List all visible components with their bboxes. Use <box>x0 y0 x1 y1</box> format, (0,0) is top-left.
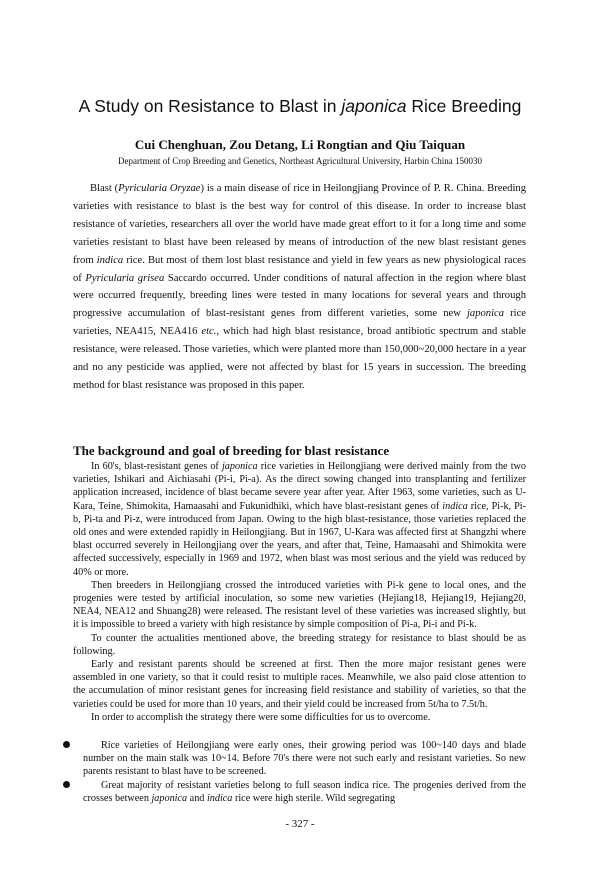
body-paragraph: To counter the actualities mentioned above, the breeding strategy for resistance to blast should be as following. <box>73 632 526 657</box>
title-text-end: Rice Breeding <box>406 96 522 116</box>
title-italic: japonica <box>341 96 407 116</box>
bullet-dot-icon <box>63 781 70 788</box>
body-paragraph: In 60's, blast-resistant genes of japonica rice varieties in Heilongjiang were derived mainly from the two varieties, Ishikari and Aichiasahi (Pi-i, Pi-a). As the direct sowing changed into transplanting and fertilizer application increased, incidence of blast became severe year after year. After 1963, some varieties, such as U-Kara, Teine, Shimokita, Hamaasahi and Fukunidhiki, which have blast-resistant genes of indica rice, Pi-k, Pi-b, Pi-ta and Pi-z, were introduced from Japan. Owing to the high blast-resistance, those varieties replaced the old ones and were extended rapidly in Heilongjiang. But in 1967, U-Kara was affected first at Shangzhi where blast occurred severely in Heilongjiang over the years, and after that, Teine, Hamaasahi and Shimokita were affected successively, especially in 1969 and 1972, when blast was most serious and the yield was reduced by 40% or more. <box>73 461 526 578</box>
author-list: Cui Chenghuan, Zou Detang, Li Rongtian and Qiu Taiquan <box>134 137 466 152</box>
bullet-item: Rice varieties of Heilongjiang were early ones, their growing period was 100~140 days and blade number on the main stalk was 10~14. Before 70's there were not such early and resistant varieties. So new parents resistant to blast have to be screened. <box>73 739 526 779</box>
body-paragraph: In order to accomplish the strategy there were some difficulties for us to overcome. <box>91 711 431 723</box>
bullet-dot-icon <box>63 741 70 748</box>
body-paragraph: Early and resistant parents should be screened at first. Then the more major resistant genes were assembled in one variety, so that it could resist to multiple races. Meanwhile, we also paid close attention to the accumulation of minor resistant genes for increasing field resistance and stability of varieties, so that the varieties could be used for more than 10 years, and their yield could be increased from 5t/ha to 7.5t/h. <box>73 659 526 710</box>
page-number: - 327 - <box>285 818 315 830</box>
affiliation: Department of Crop Breeding and Genetics, Northeast Agricultural University, Harbin China 150030 <box>117 156 483 166</box>
body-text <box>73 460 526 724</box>
title-text: A Study on Resistance to Blast in <box>78 96 342 116</box>
paper-title <box>0 96 600 117</box>
section-heading: The background and goal of breeding for blast resistance <box>73 443 390 458</box>
bullet-item: Great majority of resistant varieties belong to full season indica rice. The progenies derived from the crosses between japonica and indica rice were high sterile. Wild segregating <box>73 779 526 805</box>
body-paragraph: Then breeders in Heilongjiang crossed the introduced varieties with Pi-k gene to local ones, and the progenies were tested by artificial inoculation, so some new varieties (Hejiang18, Hejiang19, Hejiang20, NEA4, NEA12 and Shuang28) were released. The resistant level of these varieties was increased slightly, but it is impossible to breed a variety with high resistance by simple composition of Pi-a, Pi-i and Pi-k. <box>73 579 526 631</box>
bullet-list <box>73 739 526 805</box>
abstract-paragraph: Blast (Pyricularia Oryzae) is a main disease of rice in Heilongjiang Province of P. R. China. Breeding varieties with resistance to blast is the best way for control of this disease. In order to increase blast resistance of varieties, researchers all over the world have made great effort to it for a long time and some varieties resistant to blast have been released by means of introduction of the new blast resistant genes from indica rice. But most of them lost blast resistance and yield in few years as new physiological races of Pyricularia grisea Saccardo occurred. Under conditions of natural affection in the region where blast were occurred frequently, breeding lines were tested in many locations for several years and through progressive accumulation of blast-resistant genes from different varieties, some new japonica rice varieties, NEA415, NEA416 etc., which had high blast resistance, broad antibiotic spectrum and stable resistance, were released. Those varieties, which were planted more than 150,000~20,000 hectare in a year and no any pesticide was applied, were not affected by blast for 15 years in succession. The breeding method for blast resistance was proposed in this paper. <box>73 183 526 391</box>
